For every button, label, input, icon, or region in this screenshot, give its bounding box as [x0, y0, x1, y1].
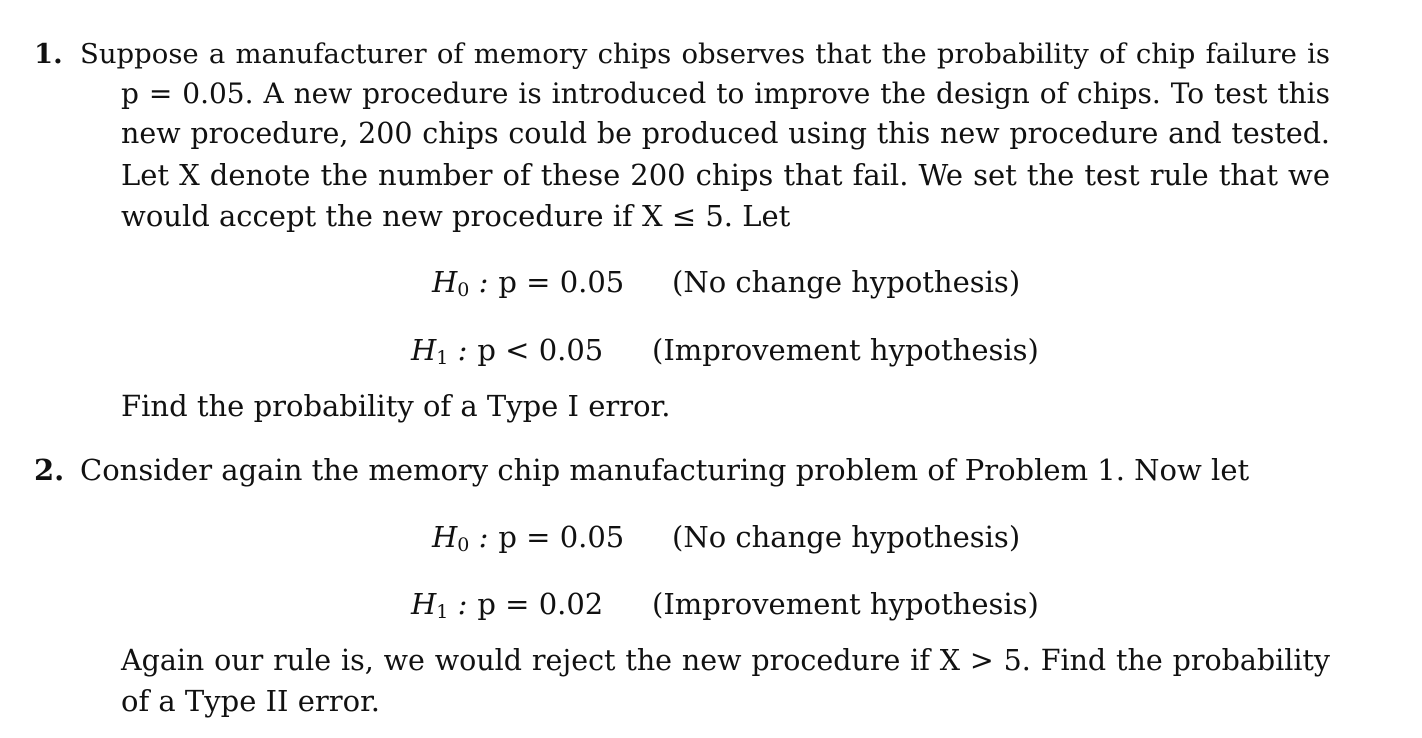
problem-1-line-1 [34, 36, 1330, 72]
problem-1-h0-rhs: p = 0.05 [498, 265, 625, 299]
problem-1-question-text: Find the probability of a Type I error. [121, 389, 671, 423]
problem-1-text-1: Suppose a manufacturer of memory chips observes that the probability of chip failure is [80, 38, 1330, 70]
problem-2-h0-note: (No change hypothesis) [672, 520, 1021, 554]
problem-1-text-2: p = 0.05. A new procedure is introduced to improve the design of chips. To test this [121, 77, 1330, 110]
problem-1-h0-lhs: $H_0$ : [432, 265, 489, 301]
problem-2-line-1 [34, 452, 1249, 488]
problem-1-h0-equation [432, 264, 624, 300]
problem-1-number: 1. [34, 38, 63, 70]
problem-2-h0-lhs: $H_0$ : [432, 520, 489, 556]
problem-1-question [121, 388, 670, 424]
problem-1-h1-equation [411, 332, 603, 368]
problem-1-line-4 [121, 157, 1330, 193]
problem-2-h0-equation [432, 519, 624, 555]
problem-1-line-2 [121, 76, 1330, 112]
problem-1-h0-note: (No change hypothesis) [672, 265, 1021, 299]
problem-2-h1-equation [411, 586, 603, 622]
problem-2-line-3 [121, 683, 380, 719]
problem-1-text-4: Let X denote the number of these 200 chips that fail. We set the test rule that we [121, 158, 1330, 192]
problem-1-h1-note: (Improvement hypothesis) [652, 333, 1039, 367]
problem-1-text-3: new procedure, 200 chips could be produced using this new procedure and tested. [121, 117, 1330, 150]
problem-1-h1-lhs: $H_1$ : [411, 333, 468, 369]
problem-2-h1-rhs: p = 0.02 [477, 587, 604, 621]
problem-2-text-1: Consider again the memory chip manufacturing problem of Problem 1. Now let [80, 453, 1250, 487]
problem-1-line-3 [121, 116, 1330, 152]
problem-2-text-2: Again our rule is, we would reject the new procedure if X > 5. Find the probability [121, 644, 1330, 677]
problem-2-line-2 [121, 643, 1330, 679]
problem-2-text-3: of a Type II error. [121, 684, 380, 718]
problem-2-h1-note: (Improvement hypothesis) [652, 587, 1039, 621]
problem-2-number: 2. [34, 453, 65, 487]
problem-2-h1-lhs: $H_1$ : [411, 587, 468, 623]
problem-2-h0-rhs: p = 0.05 [498, 520, 625, 554]
problem-1-line-5 [121, 198, 790, 234]
problem-1-text-5: would accept the new procedure if X ≤ 5. Let [121, 199, 791, 233]
problem-1-h1-rhs: p < 0.05 [477, 333, 604, 367]
